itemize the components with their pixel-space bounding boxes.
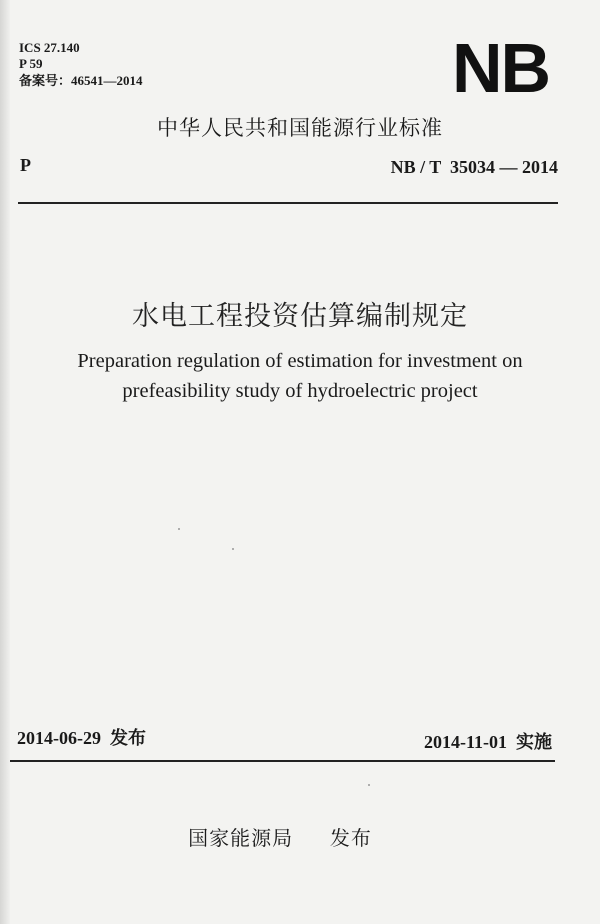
ics-code: ICS 27.140 [19, 40, 80, 55]
standard-number: NB / T 35034 — 2014 [390, 157, 558, 177]
scan-speck [368, 784, 370, 786]
publish-date: 2014-06-29 发布 [17, 728, 146, 748]
english-title-line-1: Preparation regulation of estimation for investment on [77, 350, 523, 372]
issuing-authority: 国家能源局 发布 [188, 826, 372, 850]
document-title-english [30, 346, 570, 406]
scan-speck [178, 528, 180, 530]
scan-speck [232, 548, 234, 550]
implementation-date: 2014-11-01 实施 [424, 732, 552, 752]
classification-code: P 59 [19, 56, 43, 71]
document-title-chinese: 水电工程投资估算编制规定 [132, 301, 468, 332]
top-divider [18, 202, 558, 204]
record-number: 备案号：46541—2014 [19, 73, 143, 88]
english-title-line-2: prefeasibility study of hydroelectric project [122, 380, 478, 402]
nb-logo: NB [452, 29, 550, 107]
class-letter: P [20, 155, 31, 175]
bottom-divider [10, 760, 555, 762]
standard-category: 中华人民共和国能源行业标准 [157, 116, 443, 140]
